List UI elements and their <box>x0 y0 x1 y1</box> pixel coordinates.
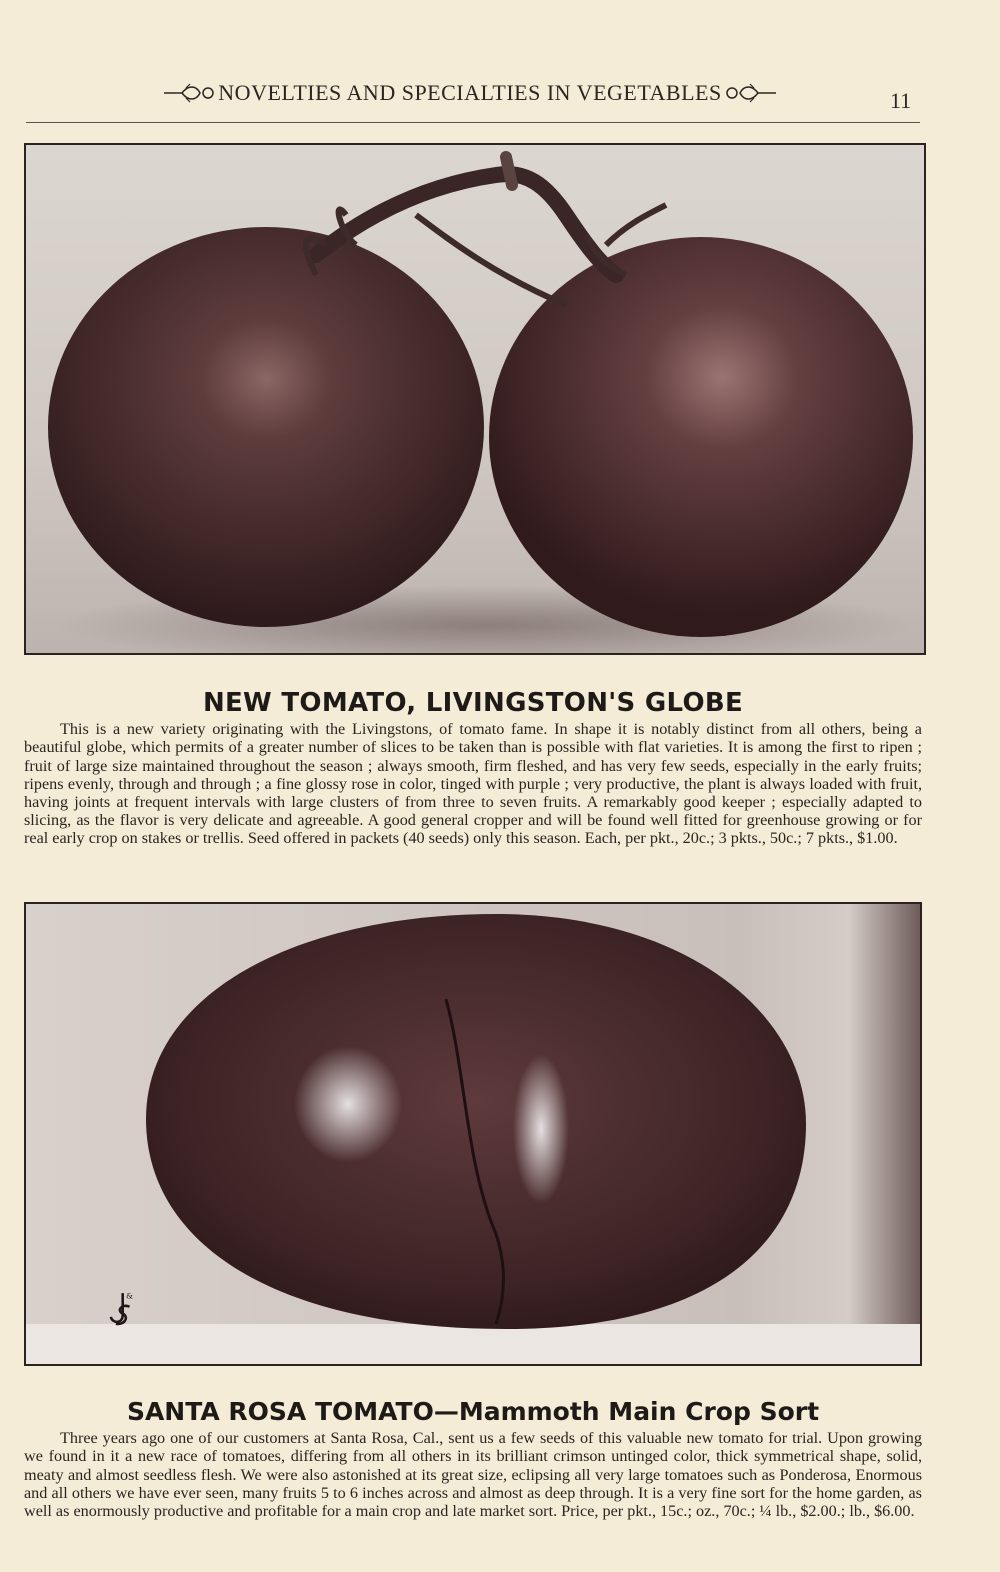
header-rule <box>26 122 920 123</box>
engraver-monogram-mark <box>104 1289 138 1333</box>
section1-heading: NEW TOMATO, LIVINGSTON'S GLOBE <box>202 687 744 718</box>
tomato-pair-photo-art <box>26 145 924 653</box>
santa-rosa-tomato-photo <box>24 902 922 1366</box>
running-title: NOVELTIES AND SPECIALTIES IN VEGETABLES <box>218 80 722 105</box>
page-number: 11 <box>890 88 912 113</box>
running-head <box>120 76 820 110</box>
santa-rosa-tomato-photo-art <box>26 904 920 1364</box>
section2-heading: SANTA ROSA TOMATO—Mammoth Main Crop Sort <box>126 1396 820 1426</box>
svg-text:&: & <box>126 1291 133 1301</box>
section2-body: Three years ago one of our customers at Santa Rosa, Cal., sent us a few seeds of this valuable new tomato for trial. Upon growing we found in it a new race of tomatoes, differing from all others in its brilliant crimson untinged color, thick symmetrical shape, solid, meaty and almost seedless flesh. We were also astonished at its great size, eclipsing all very large tomatoes such as Ponderosa, Enormous and all others we have ever seen, many fruits 5 to 6 inches across and almost as deep through. It is a very fine sort for the home garden, as well as enormously productive and profitable for a main crop and late market sort. Price, per pkt., 15c.; oz., 70c.; ¼ lb., $2.00.; lb., $6.00. <box>24 1429 922 1520</box>
tomato-pair-photo <box>24 143 926 655</box>
right-ornament-icon <box>722 82 778 104</box>
section1-body: This is a new variety originating with the Livingstons, of tomato fame. In shape it is notably distinct from all others, being a beautiful globe, which permits of a greater number of slices to be taken than is possible with flat varieties. It is among the first to ripen ; fruit of large size maintained throughout the season ; always smooth, firm fleshed, and has very few seeds, especially in the early fruits; ripens evenly, through and through ; a fine glossy rose in color, tinged with purple ; very productive, the plant is always loaded with fruit, having joints at frequent intervals with large clusters of from three to seven fruits. A remarkably good keeper ; especially adapted to slicing, as the flavor is very delicate and agreeable. A good general cropper and will be found well fitted for greenhouse growing or for real early crop on stakes or trellis. Seed offered in packets (40 seeds) only this season. Each, per pkt., 20c.; 3 pkts., 50c.; 7 pkts., $1.00. <box>24 720 922 848</box>
left-ornament-icon <box>162 82 218 104</box>
